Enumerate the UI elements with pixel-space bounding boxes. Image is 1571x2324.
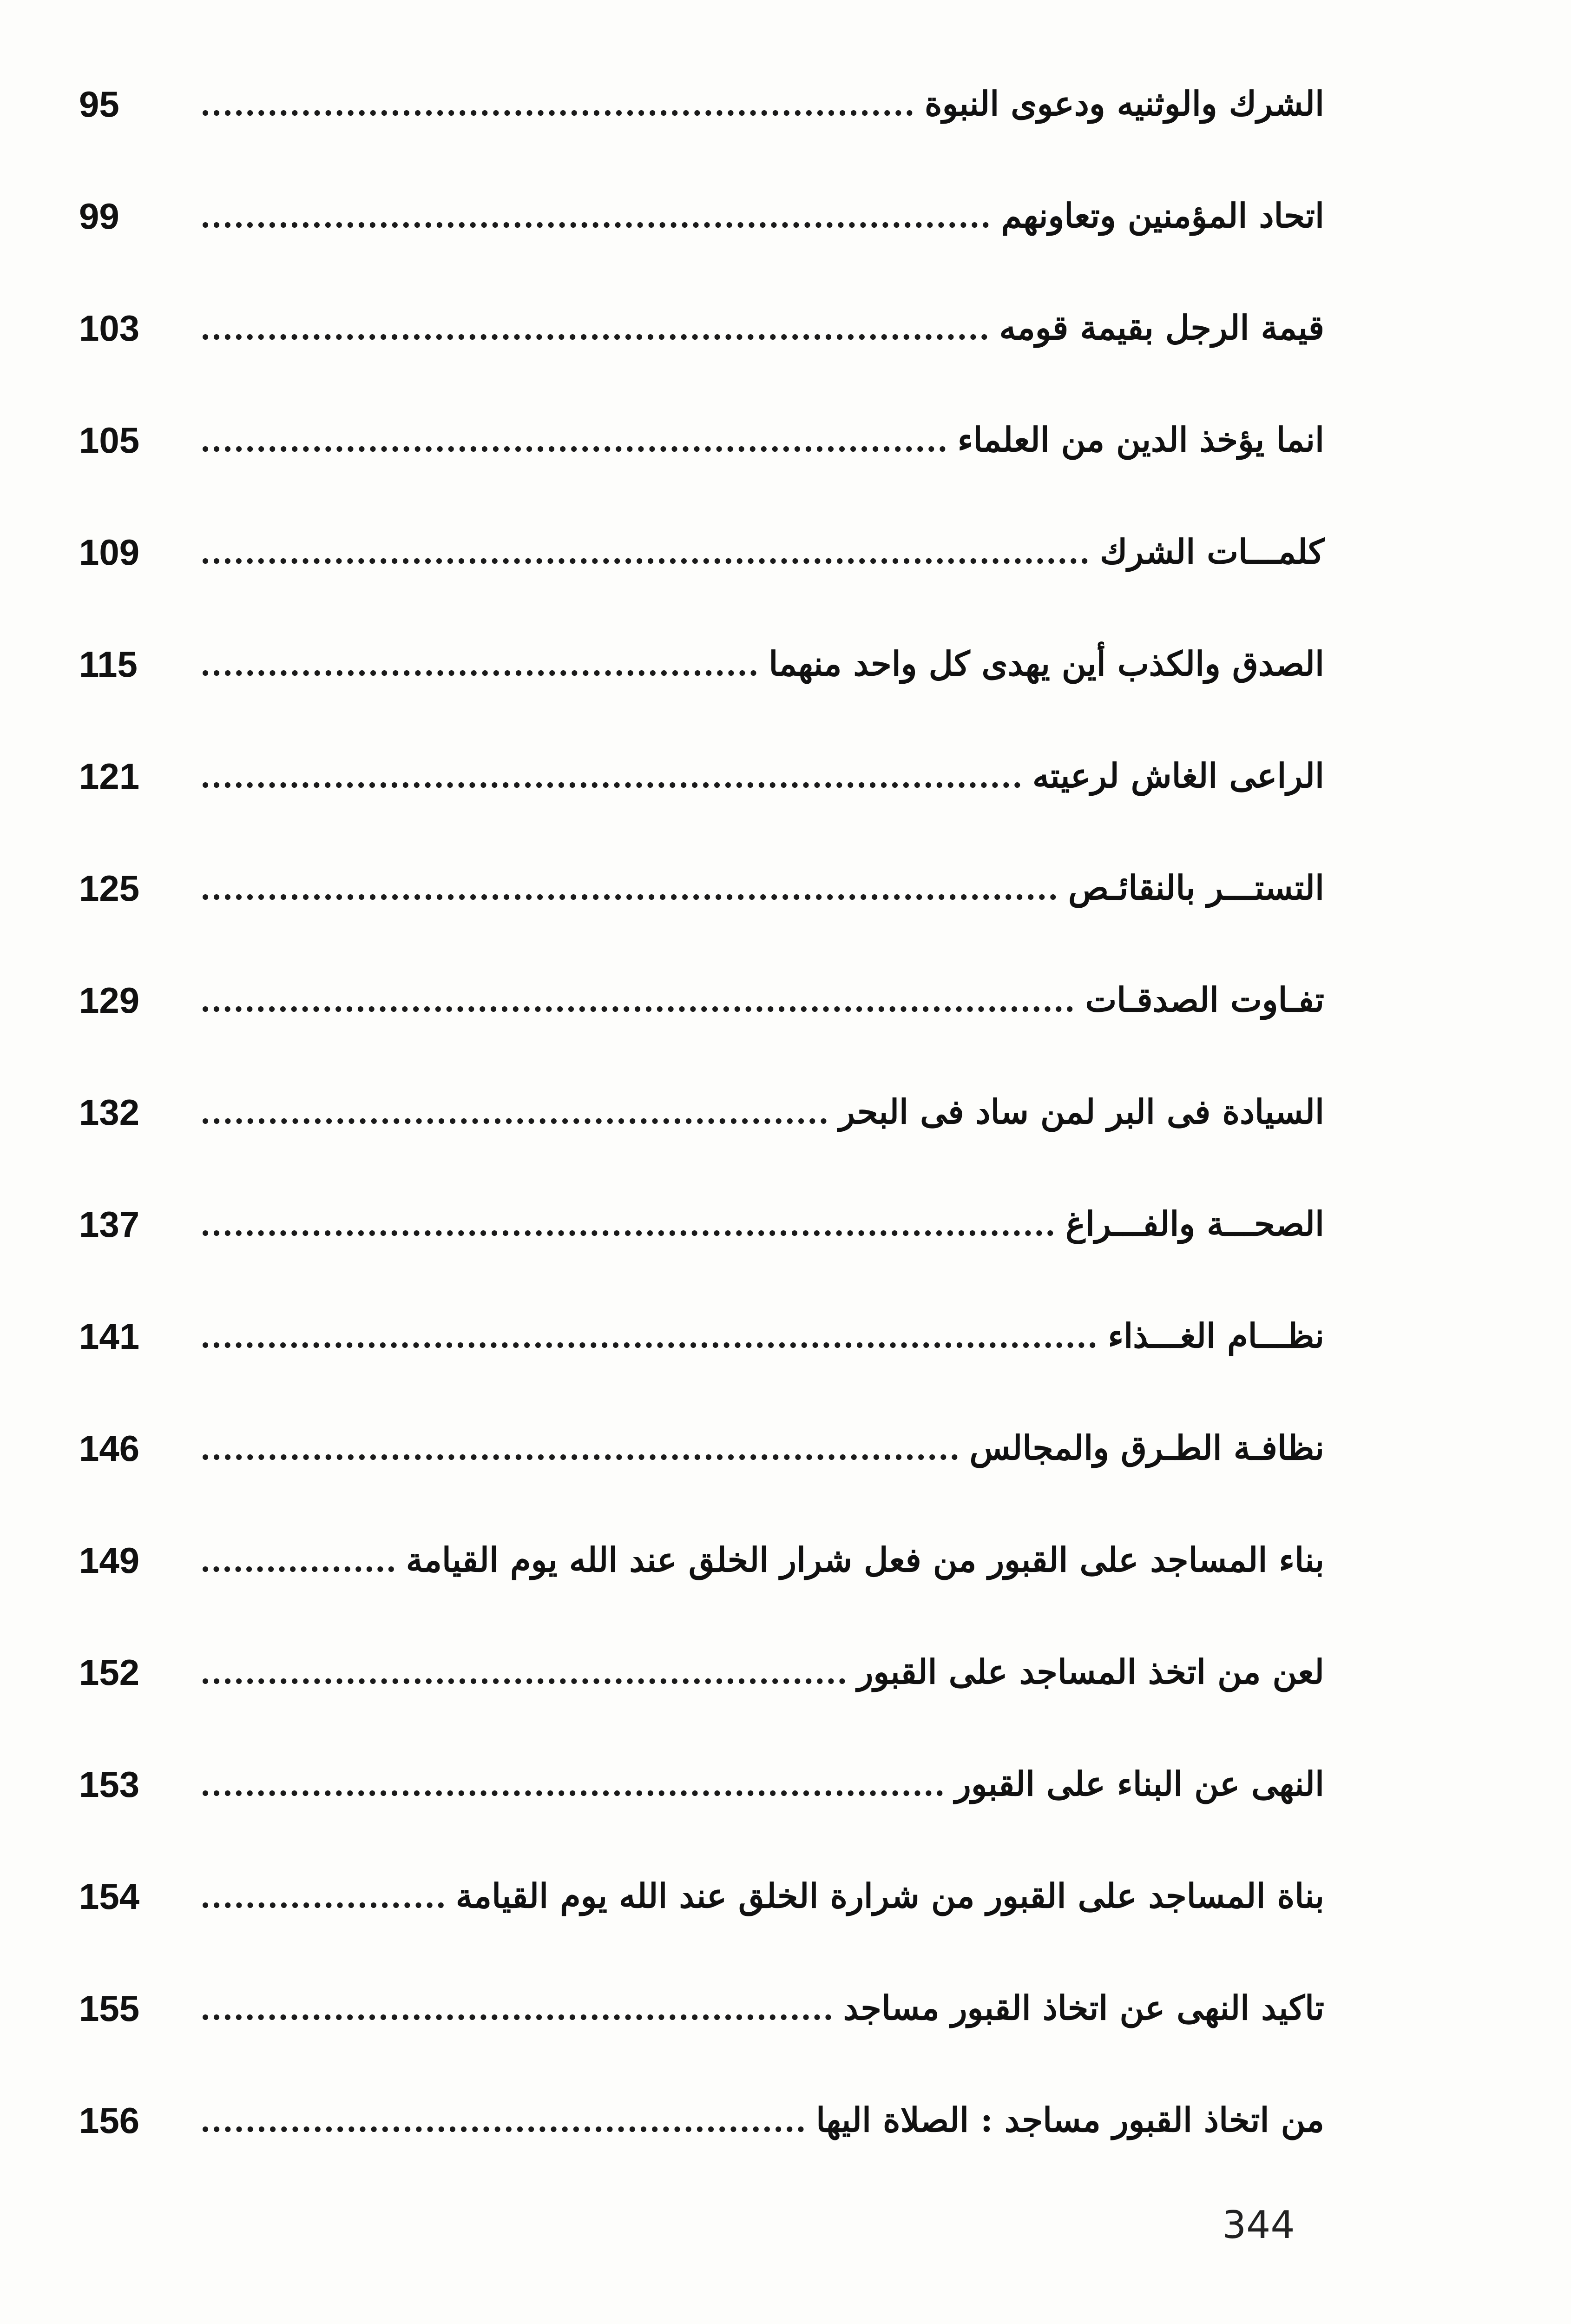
toc-entry-page: 154 bbox=[79, 1876, 140, 1917]
toc-entry-page: 105 bbox=[79, 420, 140, 461]
toc-entry-title: بناة المساجد على القبور من شرارة الخلق عند الله يوم القيامة bbox=[455, 1876, 1324, 1915]
dot-leader bbox=[203, 1230, 1053, 1236]
toc-entry-page: 146 bbox=[79, 1428, 140, 1469]
dot-leader bbox=[203, 782, 1020, 788]
toc-entry-page: 103 bbox=[79, 308, 140, 349]
toc-entry-title: الصدق والكذب أين يهدى كل واحد منهما bbox=[769, 644, 1324, 683]
toc-entry bbox=[79, 1148, 1324, 1260]
dot-leader bbox=[203, 2014, 831, 2020]
toc-entry-title: اتحاد المؤمنين وتعاونهم bbox=[1001, 196, 1324, 235]
toc-entry-page: 125 bbox=[79, 868, 140, 909]
toc-entry-page: 99 bbox=[79, 196, 119, 237]
toc-entry-page: 115 bbox=[79, 644, 138, 685]
toc-entry bbox=[79, 252, 1324, 364]
toc-entry-title: الصحـــة والفـــراغ bbox=[1065, 1204, 1324, 1243]
dot-leader bbox=[203, 1790, 943, 1796]
toc-entry-page: 155 bbox=[79, 1988, 140, 2029]
toc-entry bbox=[79, 812, 1324, 924]
table-of-contents bbox=[79, 28, 1324, 2156]
toc-entry-title: قيمة الرجل بقيمة قومه bbox=[999, 308, 1324, 347]
toc-entry-title: الراعى الغاش لرعيته bbox=[1032, 756, 1324, 795]
toc-entry-page: 121 bbox=[79, 756, 140, 797]
toc-entry-title: من اتخاذ القبور مساجد : الصلاة اليها bbox=[816, 2100, 1324, 2139]
toc-entry bbox=[79, 1260, 1324, 1372]
toc-entry bbox=[79, 28, 1324, 140]
toc-entry-title: النهى عن البناء على القبور bbox=[955, 1764, 1324, 1803]
dot-leader bbox=[203, 670, 756, 676]
page-number: 344 bbox=[1222, 2203, 1295, 2247]
toc-entry bbox=[79, 588, 1324, 700]
toc-entry bbox=[79, 700, 1324, 812]
toc-entry-title: تفـاوت الصدقـات bbox=[1085, 980, 1324, 1019]
toc-entry-title: الشرك والوثنيه ودعوى النبوة bbox=[924, 84, 1324, 123]
toc-entry-page: 129 bbox=[79, 980, 140, 1021]
toc-entry bbox=[79, 140, 1324, 252]
dot-leader bbox=[203, 1566, 394, 1572]
toc-entry-page: 152 bbox=[79, 1652, 140, 1693]
dot-leader bbox=[203, 558, 1088, 564]
dot-leader bbox=[203, 894, 1056, 900]
toc-entry-title: لعن من اتخذ المساجد على القبور bbox=[857, 1652, 1324, 1691]
toc-entry bbox=[79, 1820, 1324, 1932]
toc-entry bbox=[79, 1372, 1324, 1484]
dot-leader bbox=[203, 110, 913, 116]
toc-entry bbox=[79, 1708, 1324, 1820]
toc-entry bbox=[79, 924, 1324, 1036]
dot-leader bbox=[203, 1118, 827, 1124]
toc-entry-title: السيادة فى البر لمن ساد فى البحر bbox=[839, 1092, 1324, 1131]
toc-entry bbox=[79, 1036, 1324, 1148]
dot-leader bbox=[203, 1006, 1073, 1012]
dot-leader bbox=[203, 1902, 444, 1908]
toc-entry-title: انما يؤخذ الدين من العلماء bbox=[957, 420, 1324, 459]
toc-entry-title: تاكيد النهى عن اتخاذ القبور مساجد bbox=[843, 1988, 1324, 2027]
toc-entry-title: التستـــر بالنقائـص bbox=[1068, 868, 1324, 907]
toc-entry-title: نظافـة الطـرق والمجالس bbox=[969, 1428, 1324, 1467]
dot-leader bbox=[203, 1454, 958, 1460]
dot-leader bbox=[203, 2126, 804, 2132]
toc-entry bbox=[79, 2044, 1324, 2156]
dot-leader bbox=[203, 222, 989, 228]
toc-entry-title: نظـــام الغـــذاء bbox=[1108, 1316, 1324, 1355]
toc-entry bbox=[79, 476, 1324, 588]
toc-entry-page: 109 bbox=[79, 532, 140, 573]
toc-entry bbox=[79, 1484, 1324, 1596]
dot-leader bbox=[203, 334, 987, 340]
dot-leader bbox=[203, 1342, 1096, 1348]
toc-entry bbox=[79, 1932, 1324, 2044]
dot-leader bbox=[203, 1678, 845, 1684]
toc-entry bbox=[79, 364, 1324, 476]
toc-entry bbox=[79, 1596, 1324, 1708]
toc-entry-title: بناء المساجد على القبور من فعل شرار الخلق عند الله يوم القيامة bbox=[406, 1540, 1324, 1579]
toc-entry-page: 141 bbox=[79, 1316, 140, 1357]
toc-entry-page: 132 bbox=[79, 1092, 140, 1133]
toc-entry-page: 156 bbox=[79, 2100, 140, 2141]
toc-entry-page: 95 bbox=[79, 84, 119, 125]
toc-entry-page: 149 bbox=[79, 1540, 140, 1581]
toc-entry-page: 153 bbox=[79, 1764, 140, 1805]
toc-entry-title: كلمـــات الشرك bbox=[1099, 532, 1324, 571]
dot-leader bbox=[203, 446, 946, 452]
toc-entry-page: 137 bbox=[79, 1204, 140, 1245]
